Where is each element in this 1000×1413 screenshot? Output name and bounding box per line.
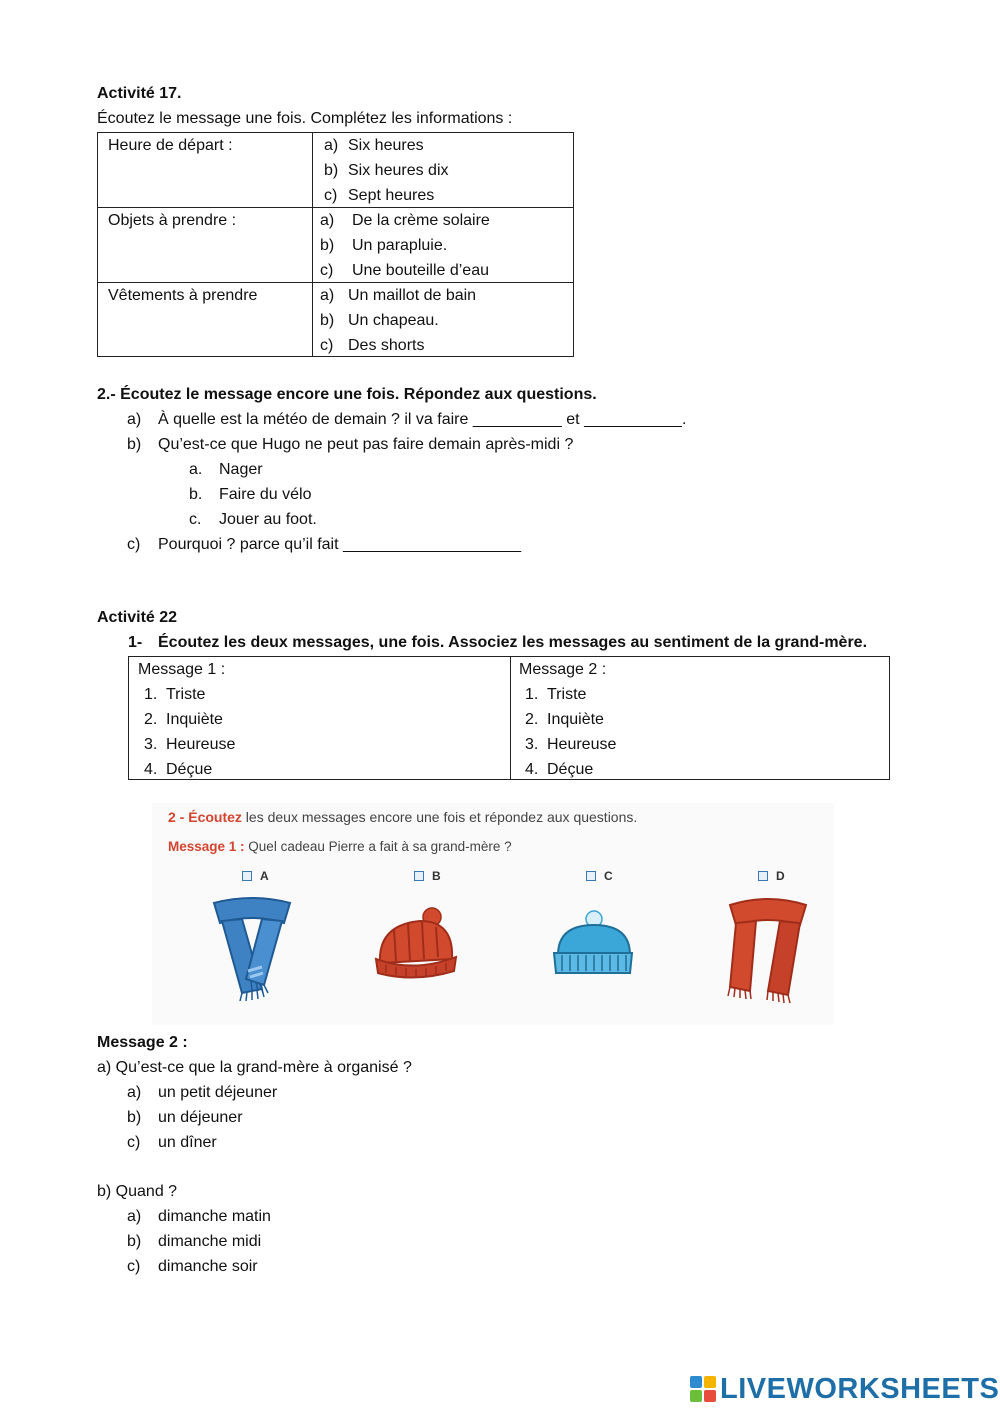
list-item: 2. Inquiète <box>525 711 604 728</box>
option-text: Nager <box>219 461 263 478</box>
choice-d-checkbox[interactable]: D <box>758 869 785 883</box>
logo-mark-icon <box>690 1376 716 1402</box>
option-text: Un chapeau. <box>348 312 439 329</box>
choice-b-checkbox[interactable]: B <box>414 869 441 883</box>
option-letter: b) <box>320 312 335 329</box>
table-row <box>98 133 573 208</box>
option-letter: a) <box>127 1084 142 1101</box>
blue-scarf-icon <box>202 893 302 1005</box>
option-letter: b) <box>324 162 339 179</box>
option-letter: b) <box>320 237 335 254</box>
table-row <box>98 282 573 357</box>
column-header: Message 2 : <box>519 661 607 678</box>
option-text: un dîner <box>158 1134 217 1151</box>
image-subtitle: Message 1 : Quel cadeau Pierre a fait à sa grand-mère ? <box>168 839 512 854</box>
option-letter: c) <box>320 262 334 279</box>
question-number: 1- <box>128 634 143 651</box>
option-text: Un parapluie. <box>352 237 448 254</box>
row-label: Heure de départ : <box>108 137 233 154</box>
message-2-column <box>519 657 616 782</box>
option-text: dimanche matin <box>158 1208 271 1225</box>
table-row <box>98 207 573 282</box>
option-letter: a. <box>189 461 203 478</box>
option-letter: a) <box>320 287 335 304</box>
activity-22-title: Activité 22 <box>97 609 178 626</box>
message-2-question-b: b) Quand ? <box>97 1183 178 1200</box>
option-text: Sept heures <box>348 187 435 204</box>
message-2-question-a: a) Qu’est-ce que la grand-mère à organisé ? <box>97 1059 412 1076</box>
list-item: 1. Triste <box>144 686 206 703</box>
list-item: 4. Déçue <box>525 761 594 778</box>
activity-17-instruction: Écoutez le message une fois. Complétez les informations : <box>97 110 513 127</box>
red-knit-hat-icon <box>370 907 460 979</box>
option-text: Six heures dix <box>348 162 449 179</box>
question-letter: c) <box>127 536 141 553</box>
option-letter: a) <box>320 212 335 229</box>
question-c: Pourquoi ? parce qu’il fait ____________________ <box>158 536 521 553</box>
liveworksheets-logo <box>690 1372 999 1406</box>
option-letter: c) <box>320 337 334 354</box>
question-letter: a) <box>127 411 142 428</box>
blue-beanie-icon <box>548 909 638 979</box>
option-text: Un maillot de bain <box>348 287 477 304</box>
option-text: Une bouteille d’eau <box>352 262 489 279</box>
option-text: Faire du vélo <box>219 486 312 503</box>
option-letter: c) <box>127 1258 141 1275</box>
question-a: À quelle est la météo de demain ? il va faire __________ et ___________. <box>158 411 687 428</box>
message-2-title: Message 2 : <box>97 1034 188 1051</box>
option-text: De la crème solaire <box>352 212 490 229</box>
feelings-table <box>128 656 890 780</box>
choice-a-checkbox[interactable]: A <box>242 869 269 883</box>
option-text: Des shorts <box>348 337 425 354</box>
list-item: 2. Inquiète <box>144 711 223 728</box>
message-1-column <box>138 657 235 782</box>
list-item: 3. Heureuse <box>525 736 617 753</box>
activity-22-question-1: Écoutez les deux messages, une fois. Associez les messages au sentiment de la grand-mère. <box>158 634 868 651</box>
option-text: Jouer au foot. <box>219 511 317 528</box>
question-letter: b) <box>127 436 142 453</box>
activity-17-title: Activité 17. <box>97 85 182 102</box>
column-header: Message 1 : <box>138 661 226 678</box>
option-letter: b) <box>127 1233 142 1250</box>
choice-c-checkbox[interactable]: C <box>586 869 613 883</box>
row-label: Objets à prendre : <box>108 212 237 229</box>
option-letter: c. <box>189 511 202 528</box>
logo-text: LIVEWORKSHEETS <box>720 1372 1000 1405</box>
red-scarf-icon <box>718 891 818 1007</box>
option-text: dimanche soir <box>158 1258 258 1275</box>
gift-question-image <box>152 803 834 1025</box>
option-letter: b. <box>189 486 203 503</box>
activity-17-table <box>97 132 574 357</box>
option-letter: a) <box>127 1208 142 1225</box>
option-text: dimanche midi <box>158 1233 262 1250</box>
option-text: un déjeuner <box>158 1109 243 1126</box>
option-letter: c) <box>127 1134 141 1151</box>
row-label: Vêtements à prendre <box>108 287 258 304</box>
list-item: 1. Triste <box>525 686 587 703</box>
part2-title: 2.- Écoutez le message encore une fois. Répondez aux questions. <box>97 386 597 403</box>
option-letter: b) <box>127 1109 142 1126</box>
list-item: 4. Déçue <box>144 761 213 778</box>
image-title: 2 - Écoutez les deux messages encore une fois et répondez aux questions. <box>168 809 638 825</box>
list-item: 3. Heureuse <box>144 736 236 753</box>
option-letter: a) <box>324 137 339 154</box>
option-text: un petit déjeuner <box>158 1084 278 1101</box>
option-text: Six heures <box>348 137 424 154</box>
option-letter: c) <box>324 187 338 204</box>
question-b: Qu’est-ce que Hugo ne peut pas faire demain après-midi ? <box>158 436 574 453</box>
